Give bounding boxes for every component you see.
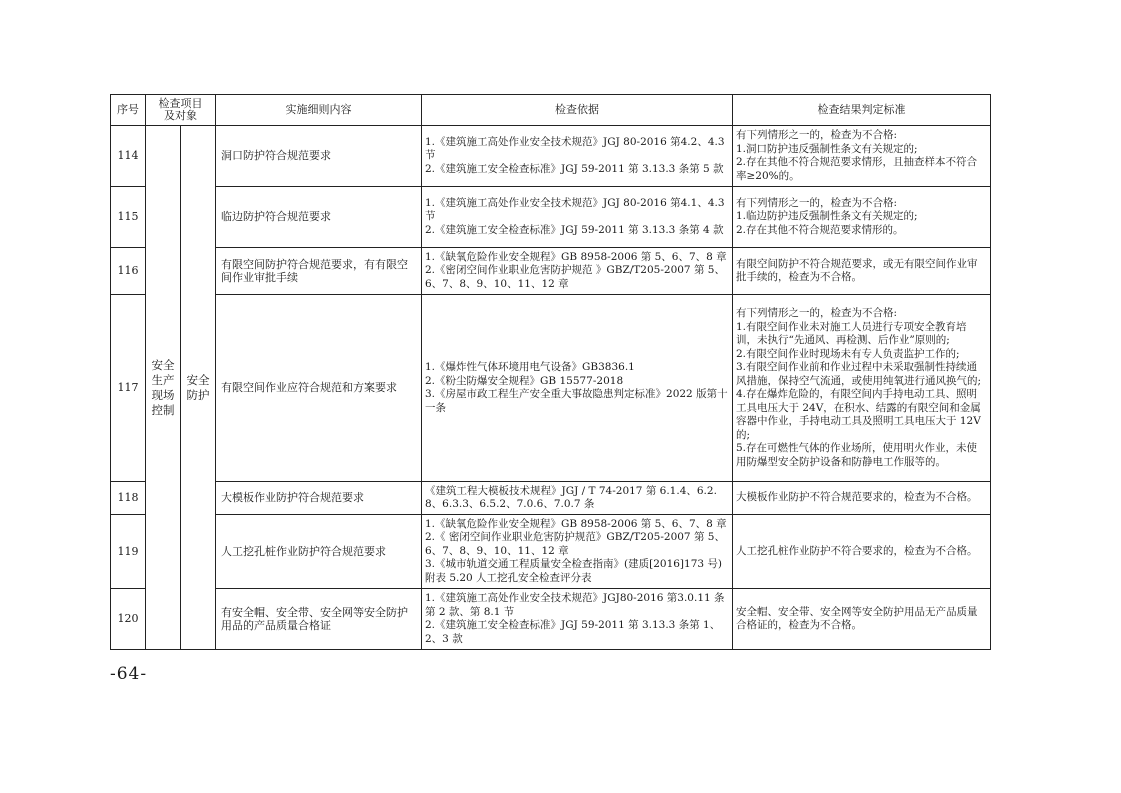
basis-line: 3.《城市轨道交通工程质量安全检查指南》(建质[2016]173 号)附表 5.20 人工挖孔安全检查评分表	[425, 558, 723, 584]
table-header-row	[111, 95, 991, 126]
category-safety-production-site-control	[146, 126, 181, 650]
row-basis	[422, 248, 733, 295]
criteria-line: 1.洞口防护违反强制性条文有关规定的;	[736, 142, 918, 155]
basis-line: 2.《粉尘防爆安全规程》GB 15577-2018	[425, 374, 624, 387]
row-number: 119	[111, 515, 146, 589]
table-row	[111, 295, 991, 482]
basis-line: 1.《缺氧危险作业安全规程》GB 8958-2006 第 5、6、7、8 章	[425, 250, 727, 263]
row-criteria	[733, 295, 991, 482]
category1-line: 控制	[151, 402, 175, 417]
row-content: 有限空间防护符合规范要求，有有限空间作业审批手续	[216, 248, 422, 295]
criteria-line: 有限空间防护不符合规范要求，或无有限空间作业审批手续的，检查为不合格。	[736, 257, 978, 283]
header-item	[146, 95, 216, 126]
inspection-table-sheet	[110, 94, 990, 650]
basis-line: 2.《 密闭空间作业职业危害防护规范》GBZ/T205-2007 第 5、6、7、8、9、10、11、12 章	[425, 531, 725, 557]
row-basis	[422, 589, 733, 650]
row-content: 临边防护符合规范要求	[216, 187, 422, 248]
criteria-line: 有下列情形之一的，检查为不合格:	[736, 129, 898, 141]
header-seq: 序号	[111, 95, 146, 126]
row-content: 有限空间作业应符合规范和方案要求	[216, 295, 422, 482]
category1-line: 安全	[151, 357, 175, 372]
criteria-line: 2.存在其他不符合规范要求情形，且抽查样本不符合率≥20%的。	[736, 156, 978, 182]
header-item-line1: 检查项目	[158, 96, 203, 110]
criteria-line: 5.存在可燃性气体的作业场所，使用明火作业，未使用防爆型安全防护设备和防静电工作服等的。	[736, 442, 978, 468]
row-number: 117	[111, 295, 146, 482]
criteria-line: 1.有限空间作业未对施工人员进行专项安全教育培训，未执行“先通风、再检测、后作业”原则的;	[736, 320, 967, 346]
row-number: 116	[111, 248, 146, 295]
basis-line: 1.《缺氧危险作业安全规程》GB 8958-2006 第 5、6、7、8 章	[425, 517, 727, 530]
basis-line: 2.《建筑施工安全检查标准》JGJ 59-2011 第 3.13.3 条第 4 款	[425, 223, 724, 236]
criteria-line: 2.存在其他不符合规范要求情形的。	[736, 223, 904, 236]
basis-line: 《建筑工程大模板技术规程》JGJ / T 74-2017 第 6.1.4、6.2.8、6.3.3、6.5.2、7.0.6、7.0.7 条	[425, 484, 717, 510]
row-content: 洞口防护符合规范要求	[216, 126, 422, 187]
category-safety-protection	[181, 126, 216, 650]
category1-line: 现场	[151, 387, 175, 402]
row-content: 人工挖孔桩作业防护符合规范要求	[216, 515, 422, 589]
criteria-line: 人工挖孔桩作业防护不符合要求的，检查为不合格。	[736, 544, 978, 557]
row-content: 大模板作业防护符合规范要求	[216, 482, 422, 515]
basis-line: 1.《爆炸性气体环境用电气设备》GB3836.1	[425, 361, 635, 373]
table-row	[111, 126, 991, 187]
table-row	[111, 187, 991, 248]
table-row	[111, 589, 991, 650]
basis-line: 1.《建筑施工高处作业安全技术规范》JGJ 80-2016 第4.2、4.3 节	[425, 135, 725, 162]
criteria-line: 大模板作业防护不符合规范要求的，检查为不合格。	[736, 491, 978, 504]
table-row	[111, 515, 991, 589]
row-basis	[422, 482, 733, 515]
table-row	[111, 248, 991, 295]
header-criteria: 检查结果判定标准	[733, 95, 991, 126]
criteria-line: 安全帽、安全带、安全网等安全防护用品无产品质量合格证的，检查为不合格。	[736, 605, 978, 631]
criteria-line: 3.有限空间作业前和作业过程中未采取强制性持续通风措施，保持空气流通，或使用纯氧进行通风换气的;	[736, 361, 982, 387]
row-criteria	[733, 187, 991, 248]
criteria-line: 有下列情形之一的，检查为不合格:	[736, 307, 898, 319]
row-basis	[422, 515, 733, 589]
row-number: 120	[111, 589, 146, 650]
basis-line: 3.《房屋市政工程生产安全重大事故隐患判定标准》2022 版第十一条	[425, 388, 728, 414]
basis-line: 2.《密闭空间作业职业危害防护规范 》GBZ/T205-2007 第 5、6、7、8、9、10、11、12 章	[425, 264, 725, 290]
criteria-line: 4.存在爆炸危险的，有限空间内手持电动工具、照明工具电压大于 24V，在积水、结露的有限空间和金属容器中作业，手持电动工具及照明工具电压大于 12V 的;	[736, 388, 981, 441]
category1-line: 生产	[151, 372, 175, 387]
basis-line: 1.《建筑施工高处作业安全技术规范》JGJ 80-2016 第4.1、4.3 节	[425, 196, 725, 223]
header-item-line2: 及对象	[164, 109, 197, 122]
row-content: 有安全帽、安全带、安全网等安全防护用品的产品质量合格证	[216, 589, 422, 650]
criteria-line: 1.临边防护违反强制性条文有关规定的;	[736, 210, 918, 223]
row-number: 115	[111, 187, 146, 248]
row-criteria	[733, 482, 991, 515]
basis-line: 2.《建筑施工安全检查标准》JGJ 59-2011 第 3.13.3 条第 5 款	[425, 162, 724, 175]
row-number: 114	[111, 126, 146, 187]
row-number: 118	[111, 482, 146, 515]
row-criteria	[733, 515, 991, 589]
inspection-table	[110, 94, 991, 650]
criteria-line: 有下列情形之一的，检查为不合格:	[736, 196, 898, 209]
basis-line: 2.《建筑施工安全检查标准》JGJ 59-2011 第 3.13.3 条第 1、2、3 款	[425, 619, 721, 645]
row-criteria	[733, 248, 991, 295]
row-criteria	[733, 589, 991, 650]
page-number: -64-	[110, 664, 148, 684]
category2-line: 防护	[186, 387, 210, 402]
header-basis: 检查依据	[422, 95, 733, 126]
row-basis	[422, 126, 733, 187]
category2-line: 安全	[186, 372, 210, 387]
row-criteria	[733, 126, 991, 187]
criteria-line: 2.有限空间作业时现场未有专人负责监护工作的;	[736, 347, 960, 360]
table-row	[111, 482, 991, 515]
row-basis	[422, 187, 733, 248]
row-basis	[422, 295, 733, 482]
header-content: 实施细则内容	[216, 95, 422, 126]
basis-line: 1.《建筑施工高处作业安全技术规范》JGJ80-2016 第3.0.11 条第 2 款、第 8.1 节	[425, 592, 725, 618]
